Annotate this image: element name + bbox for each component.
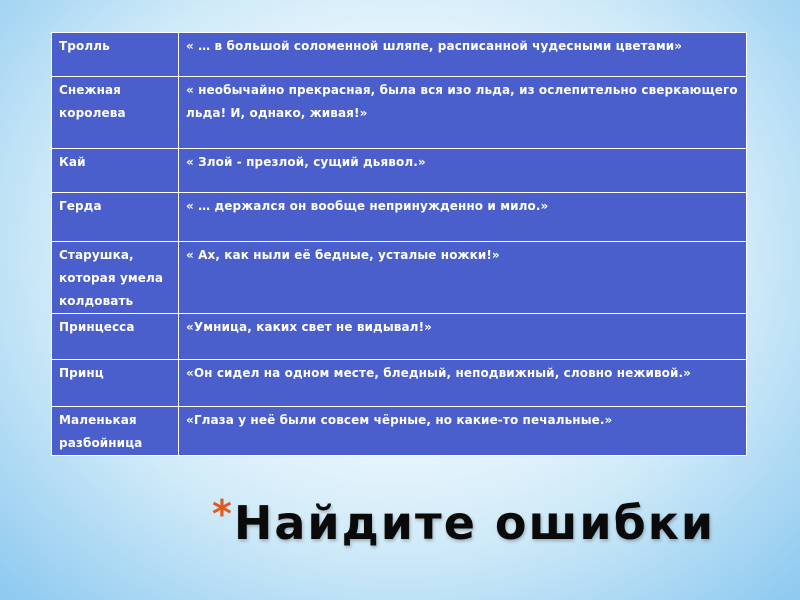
- characters-quotes-table: [51, 32, 747, 456]
- character-name-cell: Принцесса: [52, 314, 179, 360]
- character-name-cell: Старушка, которая умела колдовать: [52, 242, 179, 314]
- table-row: [52, 407, 747, 456]
- quote-cell: « … держался он вообще непринужденно и мило.»: [179, 193, 747, 242]
- table-row: [52, 193, 747, 242]
- table-row: [52, 314, 747, 360]
- quote-cell: « Злой - презлой, сущий дьявол.»: [179, 149, 747, 193]
- slide-title: [212, 492, 716, 550]
- character-name-cell: Тролль: [52, 33, 179, 77]
- quote-cell: «Умница, каких свет не видывал!»: [179, 314, 747, 360]
- character-name-cell: Кай: [52, 149, 179, 193]
- quote-cell: «Он сидел на одном месте, бледный, неподвижный, словно неживой.»: [179, 360, 747, 407]
- character-name-cell: Герда: [52, 193, 179, 242]
- quote-cell: « … в большой соломенной шляпе, расписанной чудесными цветами»: [179, 33, 747, 77]
- quote-cell: « Ах, как ныли её бедные, усталые ножки!»: [179, 242, 747, 314]
- character-name-cell: Принц: [52, 360, 179, 407]
- table-row: [52, 360, 747, 407]
- quote-cell: « необычайно прекрасная, была вся изо льда, из ослепительно сверкающего льда! И, однако, живая!»: [179, 77, 747, 149]
- table-row: [52, 77, 747, 149]
- quote-cell: «Глаза у неё были совсем чёрные, но какие-то печальные.»: [179, 407, 747, 456]
- character-name-cell: Маленькая разбойница: [52, 407, 179, 456]
- character-name-cell: Снежная королева: [52, 77, 179, 149]
- table-row: [52, 149, 747, 193]
- asterisk-bullet-icon: *: [212, 492, 232, 536]
- slide-title-text: Найдите ошибки: [233, 496, 716, 550]
- table-row: [52, 33, 747, 77]
- table-row: [52, 242, 747, 314]
